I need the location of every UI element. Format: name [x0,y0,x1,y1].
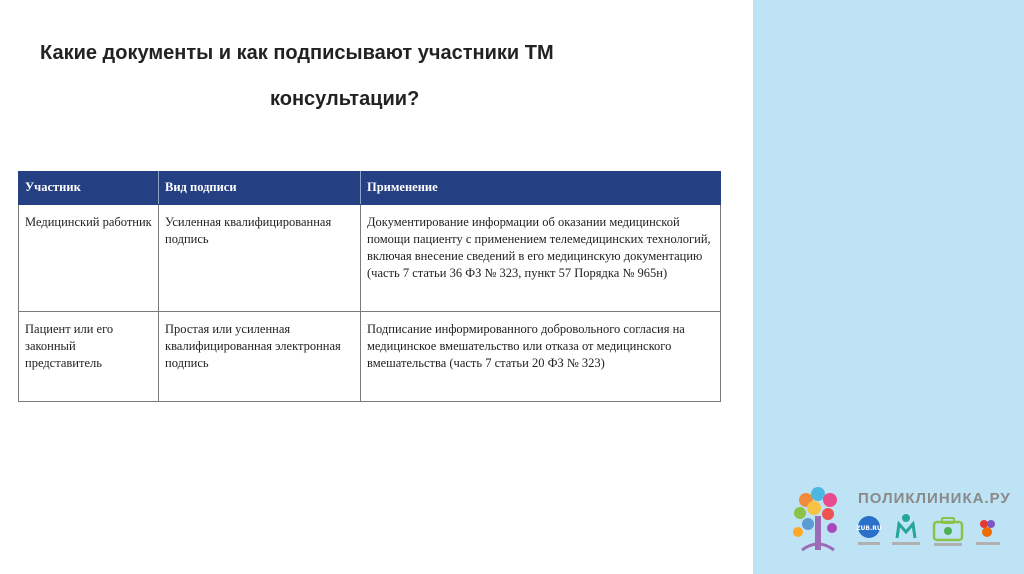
heart-icon [976,520,1000,545]
table-header-row [19,172,721,205]
slide-title-line-1: Какие документы и как подписывают участники ТМ [40,42,554,64]
cell-usage: Документирование информации об оказании медицинской помощи пациенту с применением телемедицинских технологий, включая внесение сведений в его медицинскую документацию (часть 7 статьи 36 ФЗ № 323, пункт 57 Порядка № 965н) [361,205,721,312]
header-signature-type: Вид подписи [159,172,361,205]
cell-participant: Пациент или его законный представитель [19,312,159,402]
cell-participant: Медицинский работник [19,205,159,312]
table-row [19,205,721,312]
header-participant: Участник [19,172,159,205]
zub-ru-icon [856,516,882,545]
cell-signature: Простая или усиленная квалифицированная электронная подпись [159,312,361,402]
header-usage: Применение [361,172,721,205]
svg-text:ZUB.RU: ZUB.RU [856,525,882,532]
cell-usage: Подписание информированного добровольного согласия на медицинское вмешательство или отказа от медицинского вмешательства (часть 7 статьи 20 ФЗ № 323) [361,312,721,402]
tooth-icon [892,514,920,545]
logo-name: ПОЛИКЛИНИКА.РУ [858,490,1011,507]
signatures-table [18,171,721,402]
cell-signature: Усиленная квалифицированная подпись [159,205,361,312]
table-row [19,312,721,402]
medkit-icon [934,518,962,546]
tree-logo-icon [793,487,837,550]
slide-title-line-2: консультации? [270,88,420,110]
